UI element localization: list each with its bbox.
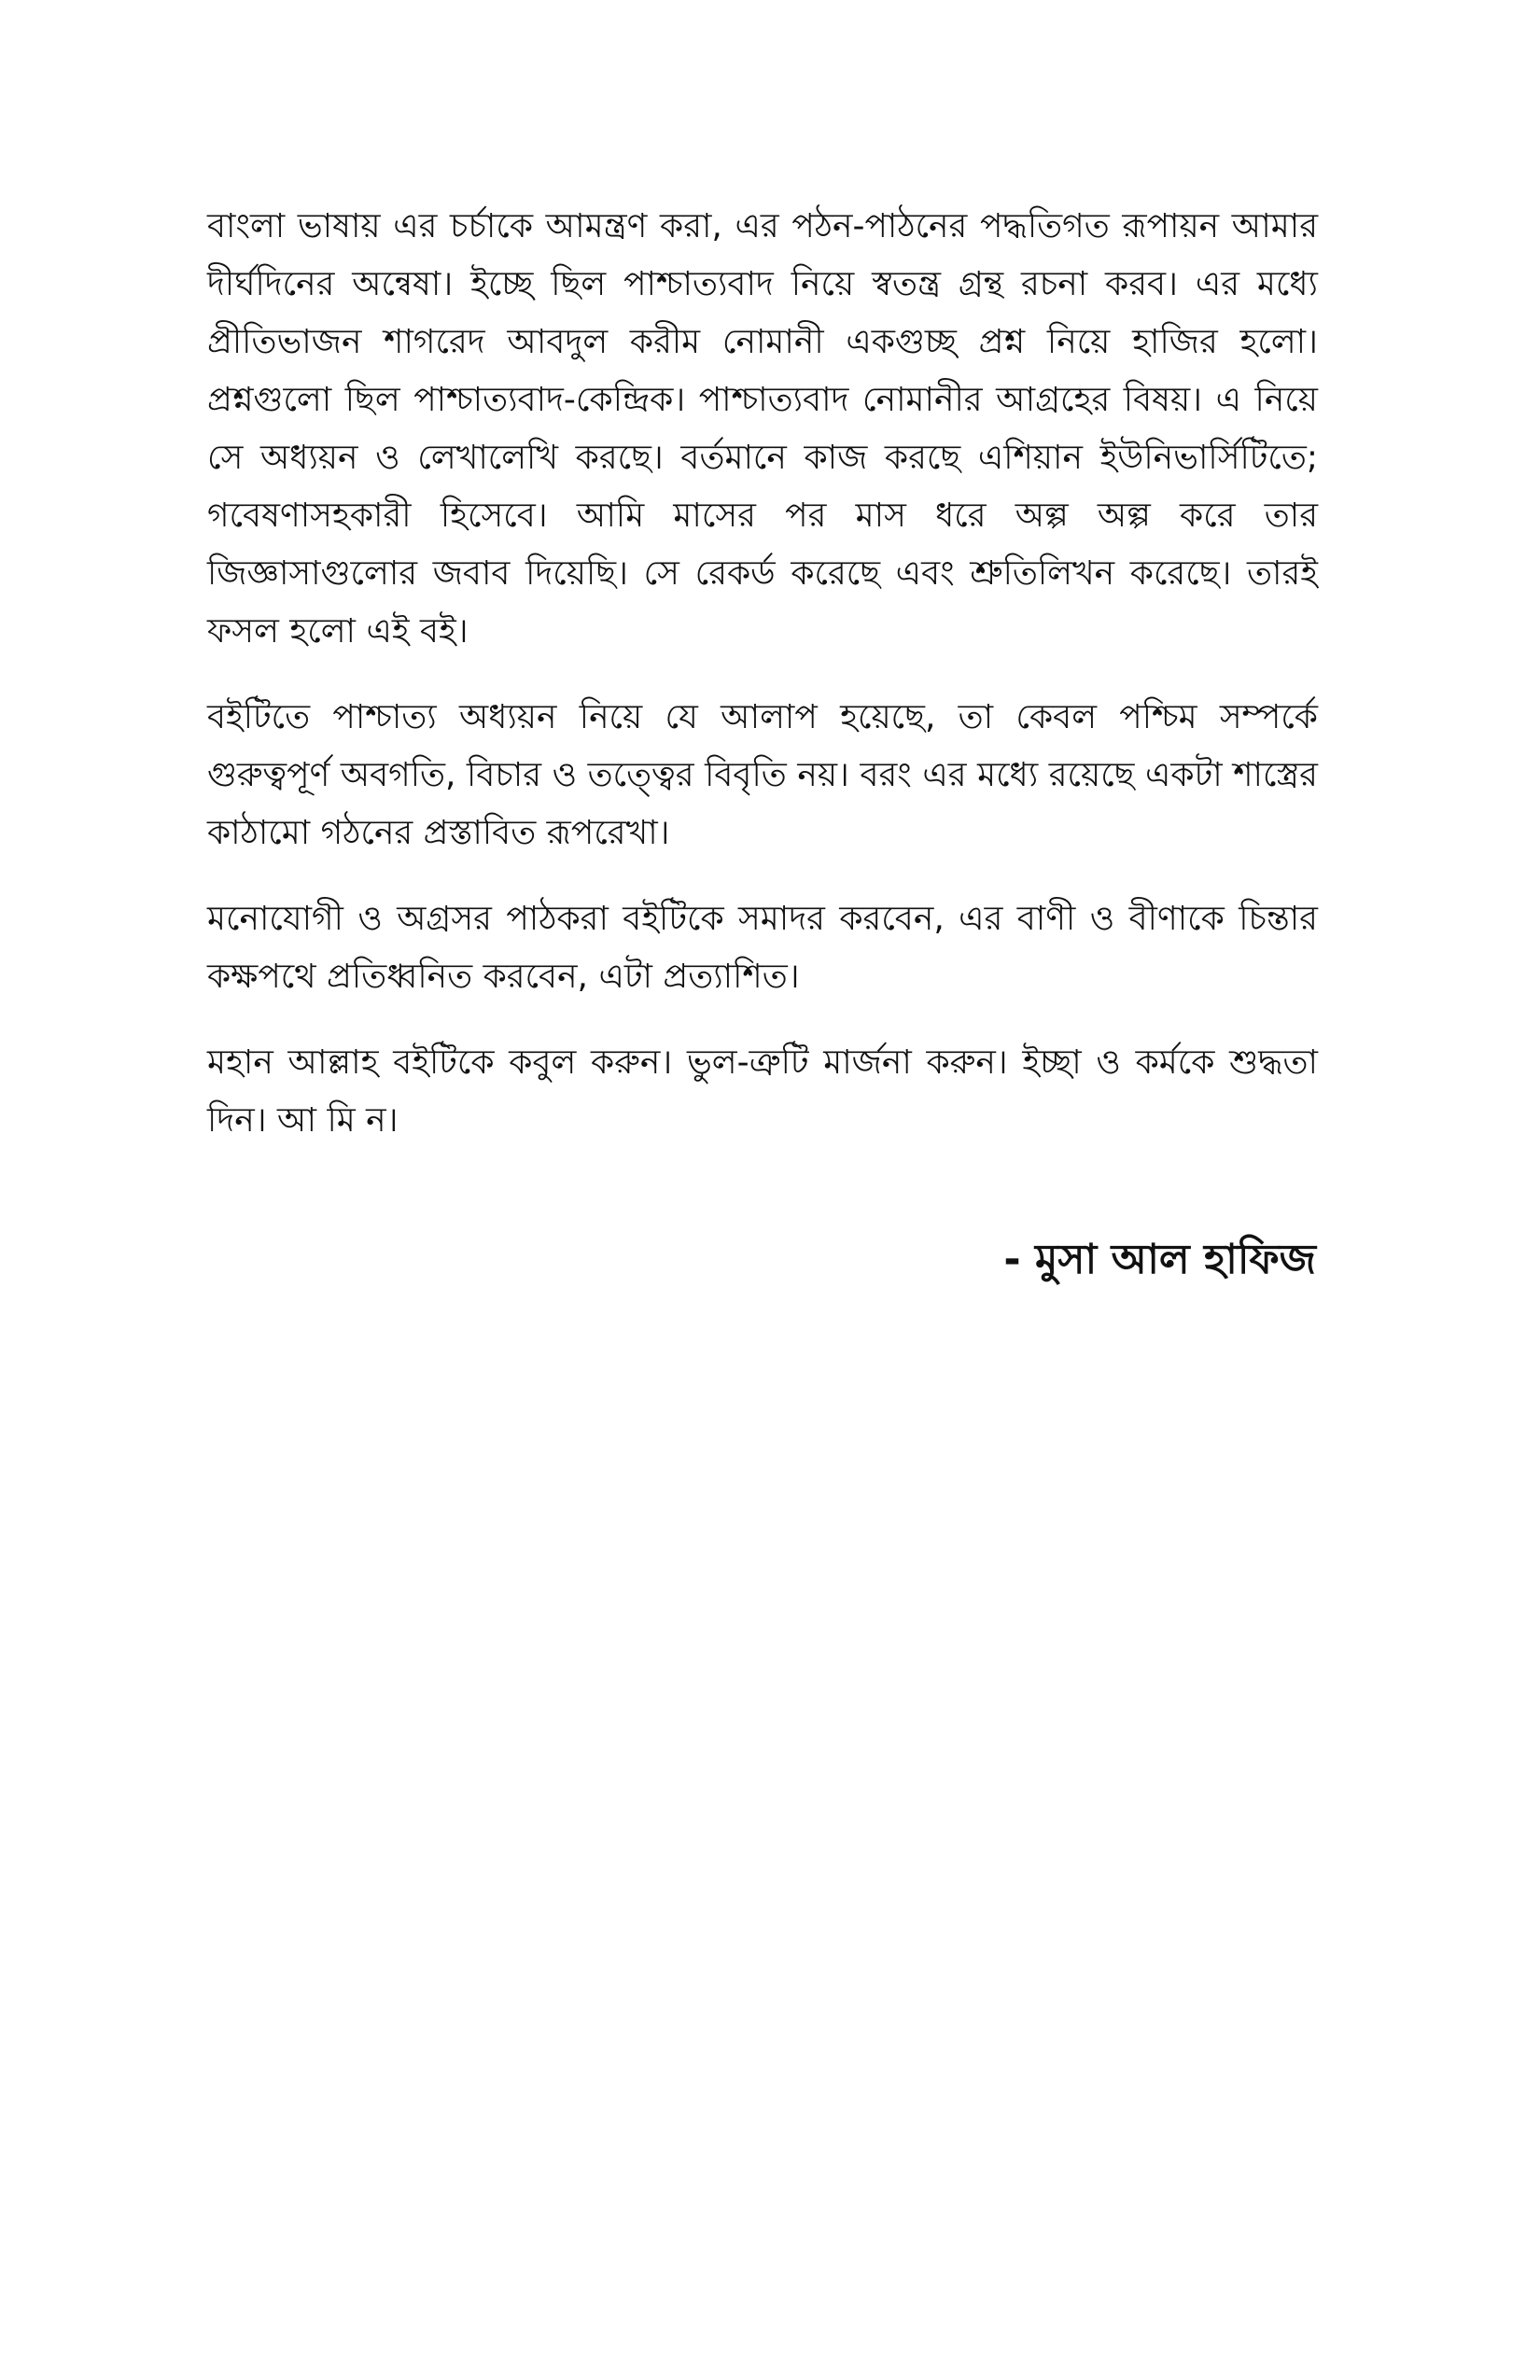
paragraph-3: মনোযোগী ও অগ্রসর পাঠকরা বইটিকে সমাদর করবেন, এর বাণী ও বীণাকে চিন্তার কক্ষপথে প্রতিধ্বনিত করবেন, এটা প্রত্যাশিত। bbox=[207, 900, 1318, 996]
body-text bbox=[207, 198, 1318, 1178]
paragraph-4: মহান আল্লাহ বইটিকে কবুল করুন। ভুল-ত্রুটি মার্জনা করুন। ইচ্ছা ও কর্মকে শুদ্ধতা দিন। আ মি ন। bbox=[207, 1043, 1318, 1140]
paragraph-1: বাংলা ভাষায় এর চর্চাকে আমন্ত্রণ করা, এর পঠন-পাঠনের পদ্ধতিগত রূপায়ন আমার দীর্ঘদিনের অন্বেষা। ইচ্ছে ছিল পাশ্চাত্যবাদ নিয়ে স্বতন্ত্র গ্রন্থ রচনা করব। এর মধ্যে প্রীতিভাজন শাগরেদ আবদুল করীম নোমানী একগুচ্ছ প্রশ্ন নিয়ে হাজির হলো। প্রশ্নগুলো ছিল পাশ্চাত্যবাদ-কেন্দ্রিক। পাশ্চাত্যবাদ নোমানীর আগ্রহের বিষয়। এ নিয়ে সে অধ্যয়ন ও লেখালেখি করছে। বর্তমানে কাজ করছে এশিয়ান ইউনিভার্সিটিতে; গবেষণাসহকারী হিসেবে। আমি মাসের পর মাস ধরে অল্প অল্প করে তার জিজ্ঞাসাগুলোর জবাব দিয়েছি। সে রেকর্ড করেছে এবং শ্রুতিলিখন করেছে। তারই ফসল হলো এই বই। bbox=[207, 207, 1318, 651]
paragraph-2: বইটিতে পাশ্চাত্য অধ্যয়ন নিয়ে যে আলাপ হয়েছে, তা কেবল পশ্চিম সম্পর্কে গুরুত্বপূর্ণ অবগতি, বিচার ও তত্ত্বের বিবৃতি নয়। বরং এর মধ্যে রয়েছে একটা শাস্ত্রের কাঠামো গঠনের প্রস্তাবিত রূপরেখা। bbox=[207, 698, 1318, 852]
author-signature: - মুসা আল হাফিজ bbox=[1003, 1236, 1316, 1283]
